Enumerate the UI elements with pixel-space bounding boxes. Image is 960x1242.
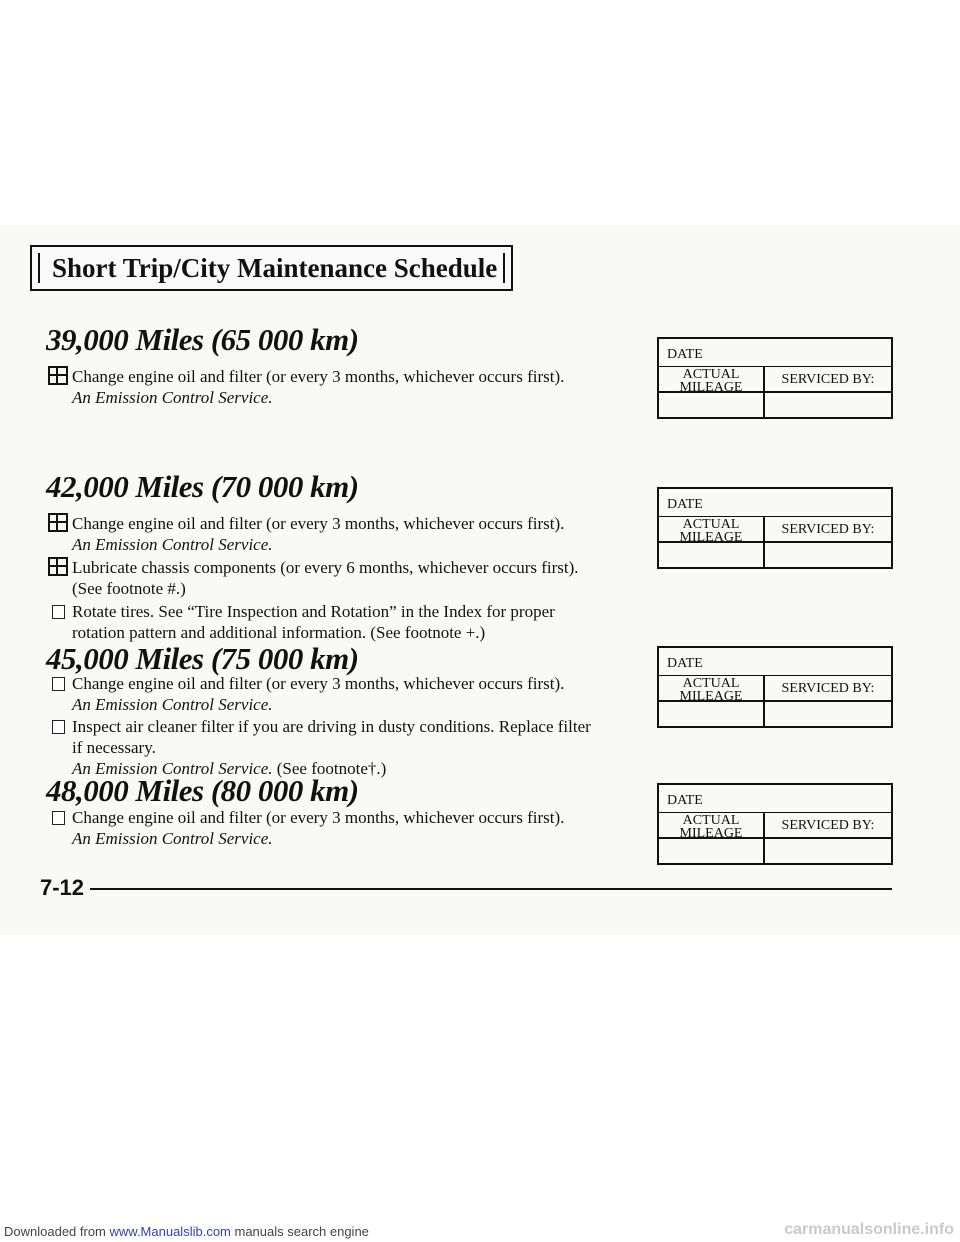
page-title xyxy=(30,245,513,291)
section-heading-42000: 42,000 Miles (70 000 km) xyxy=(46,469,359,504)
actual-label: ACTUAL xyxy=(682,367,740,382)
mileage-label: MILEAGE xyxy=(679,530,743,545)
footer-rule xyxy=(90,888,892,890)
item-text: Rotate tires. See “Tire Inspection and Rotation” in the Index for proper xyxy=(72,602,555,621)
checkbox-icon[interactable] xyxy=(52,605,65,619)
service-record-box xyxy=(657,646,893,728)
page-number: 7-12 xyxy=(40,875,85,900)
date-label: DATE xyxy=(667,497,703,512)
item-text: Change engine oil and filter (or every 3 months, whichever occurs first). xyxy=(72,674,565,693)
serviced-by-label: SERVICED BY: xyxy=(781,818,875,833)
actual-label: ACTUAL xyxy=(682,676,740,691)
service-record-box xyxy=(657,487,893,569)
download-note-suffix: manuals search engine xyxy=(230,1224,369,1239)
item-text: Lubricate chassis components (or every 6 months, whichever occurs first). xyxy=(72,558,579,577)
emission-control-icon xyxy=(48,557,68,576)
item-text: Change engine oil and filter (or every 3 months, whichever occurs first). xyxy=(72,808,565,827)
item-text: Inspect air cleaner filter if you are driving in dusty conditions. Replace filter xyxy=(72,717,591,736)
mileage-label: MILEAGE xyxy=(679,380,743,395)
item-note: An Emission Control Service. xyxy=(72,388,273,407)
footnote-reference: (See footnote†.) xyxy=(276,759,387,778)
actual-label: ACTUAL xyxy=(682,813,740,828)
manualslib-link[interactable]: www.Manualslib.com xyxy=(109,1224,231,1239)
item-text-continued: rotation pattern and additional information. (See footnote +.) xyxy=(72,623,486,642)
download-note xyxy=(4,1224,369,1239)
emission-control-icon xyxy=(48,513,68,532)
mileage-label: MILEAGE xyxy=(679,826,743,841)
section-heading-45000: 45,000 Miles (75 000 km) xyxy=(46,641,359,676)
item-text: Change engine oil and filter (or every 3 months, whichever occurs first). xyxy=(72,367,565,386)
item-text: Change engine oil and filter (or every 3 months, whichever occurs first). xyxy=(72,514,565,533)
download-note-prefix: Downloaded from xyxy=(4,1224,110,1239)
mileage-label: MILEAGE xyxy=(679,689,743,704)
serviced-by-label: SERVICED BY: xyxy=(781,522,875,537)
section-heading-48000: 48,000 Miles (80 000 km) xyxy=(46,773,359,808)
actual-label: ACTUAL xyxy=(682,517,740,532)
date-label: DATE xyxy=(667,347,703,362)
emission-control-icon xyxy=(48,366,68,385)
service-record-box xyxy=(657,783,893,865)
item-note: An Emission Control Service. xyxy=(72,535,273,554)
watermark: carmanualsonline.info xyxy=(784,1221,954,1238)
item-note: An Emission Control Service. xyxy=(72,695,273,714)
section-heading-39000: 39,000 Miles (65 000 km) xyxy=(46,322,359,357)
item-text-continued: if necessary. xyxy=(72,738,156,757)
checkbox-icon[interactable] xyxy=(52,811,65,825)
checkbox-icon[interactable] xyxy=(52,720,65,734)
serviced-by-label: SERVICED BY: xyxy=(781,372,875,387)
item-note: An Emission Control Service. xyxy=(72,829,273,848)
serviced-by-label: SERVICED BY: xyxy=(781,681,875,696)
item-text-continued: (See footnote #.) xyxy=(72,579,186,598)
checkbox-icon[interactable] xyxy=(52,677,65,691)
service-record-box xyxy=(657,337,893,419)
item-note: An Emission Control Service. xyxy=(72,759,273,778)
date-label: DATE xyxy=(667,793,703,808)
date-label: DATE xyxy=(667,656,703,671)
page-title-text: Short Trip/City Maintenance Schedule xyxy=(52,252,498,283)
